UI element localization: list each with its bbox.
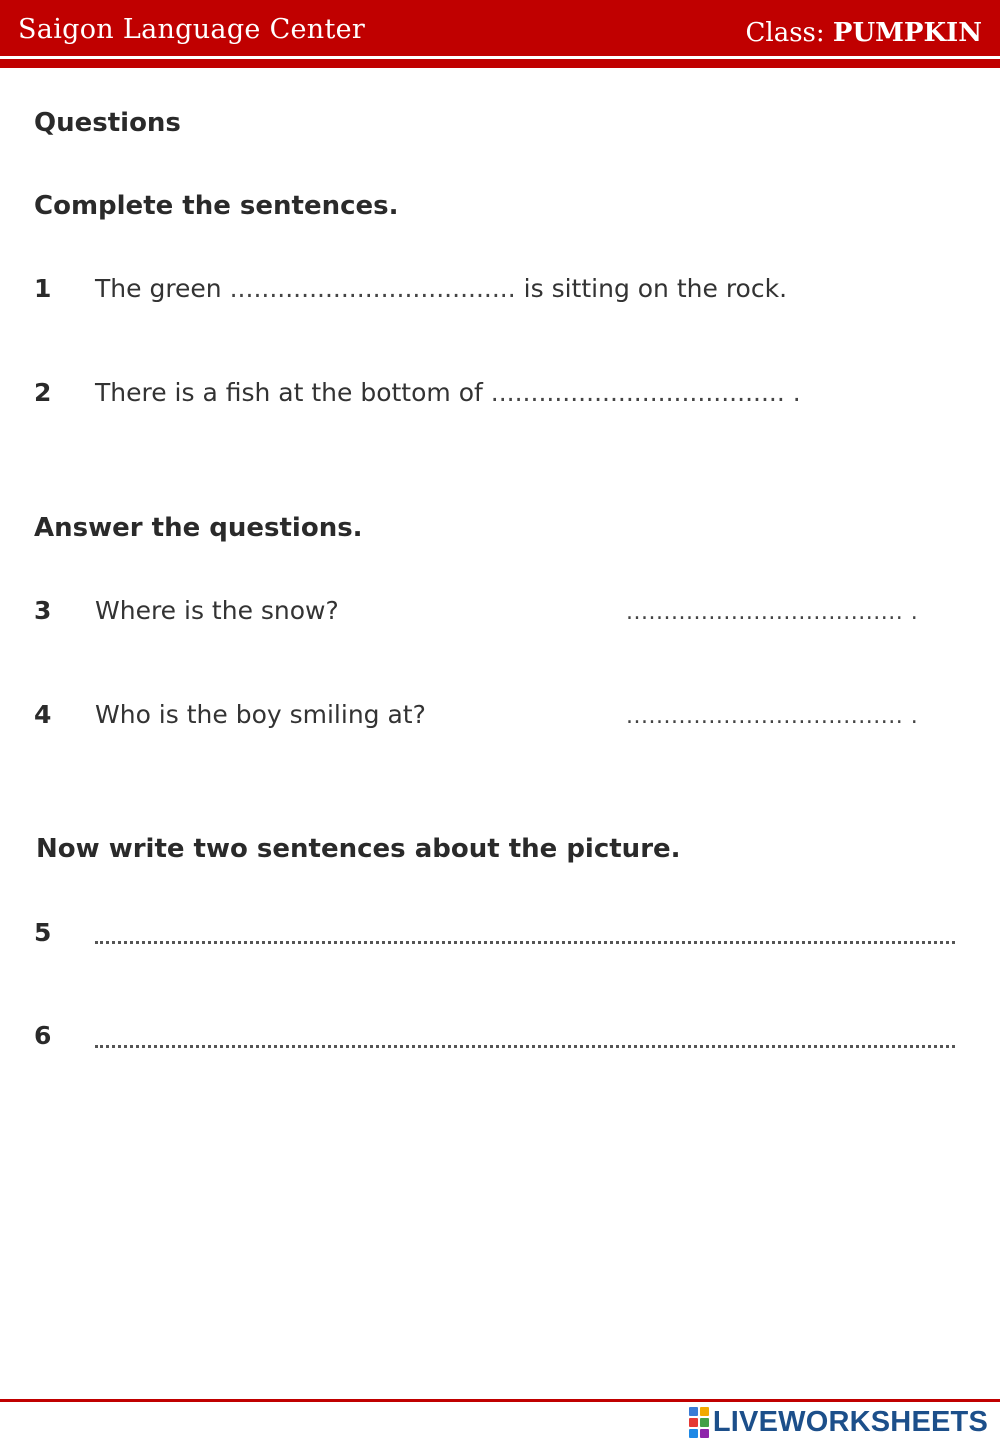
- question-1-before: The green: [95, 274, 222, 303]
- logo-square: [700, 1429, 709, 1438]
- class-info: [745, 18, 982, 48]
- logo-text: LIVEWORKSHEETS: [712, 1405, 988, 1438]
- question-2-before: There is a fish at the bottom of: [95, 378, 483, 407]
- logo-grid-icon: [689, 1407, 709, 1438]
- question-number: 1: [34, 274, 52, 303]
- complete-heading: Complete the sentences.: [34, 191, 399, 221]
- question-1-blank[interactable]: ....................................: [229, 274, 516, 303]
- question-4-blank[interactable]: ..................................... .: [626, 704, 919, 729]
- logo-square: [689, 1407, 698, 1416]
- section-title: Questions: [34, 108, 181, 138]
- footer-divider: [0, 1399, 1000, 1402]
- question-number: 4: [34, 700, 52, 729]
- liveworksheets-logo: [689, 1404, 988, 1440]
- header-bar: [0, 0, 1000, 56]
- question-1: [95, 274, 787, 303]
- logo-square: [700, 1407, 709, 1416]
- question-2: [95, 378, 801, 407]
- logo-square: [689, 1429, 698, 1438]
- answer-line-5[interactable]: [95, 941, 955, 944]
- answer-line-6[interactable]: [95, 1045, 955, 1048]
- logo-square: [689, 1418, 698, 1427]
- question-1-after: is sitting on the rock.: [523, 274, 788, 303]
- write-heading: Now write two sentences about the picture.: [36, 834, 681, 864]
- question-3-text: Where is the snow?: [95, 596, 339, 625]
- logo-square: [700, 1418, 709, 1427]
- question-2-blank[interactable]: ..................................... .: [490, 378, 801, 407]
- header-divider: [0, 59, 1000, 68]
- question-number: 6: [34, 1021, 52, 1050]
- question-4-text: Who is the boy smiling at?: [95, 700, 426, 729]
- question-number: 5: [34, 918, 52, 947]
- question-3-blank[interactable]: ..................................... .: [626, 600, 919, 625]
- class-name: PUMPKIN: [832, 18, 982, 48]
- class-label: Class:: [745, 18, 825, 48]
- question-number: 2: [34, 378, 52, 407]
- question-number: 3: [34, 596, 52, 625]
- answer-heading: Answer the questions.: [34, 513, 363, 543]
- org-name: Saigon Language Center: [18, 14, 366, 45]
